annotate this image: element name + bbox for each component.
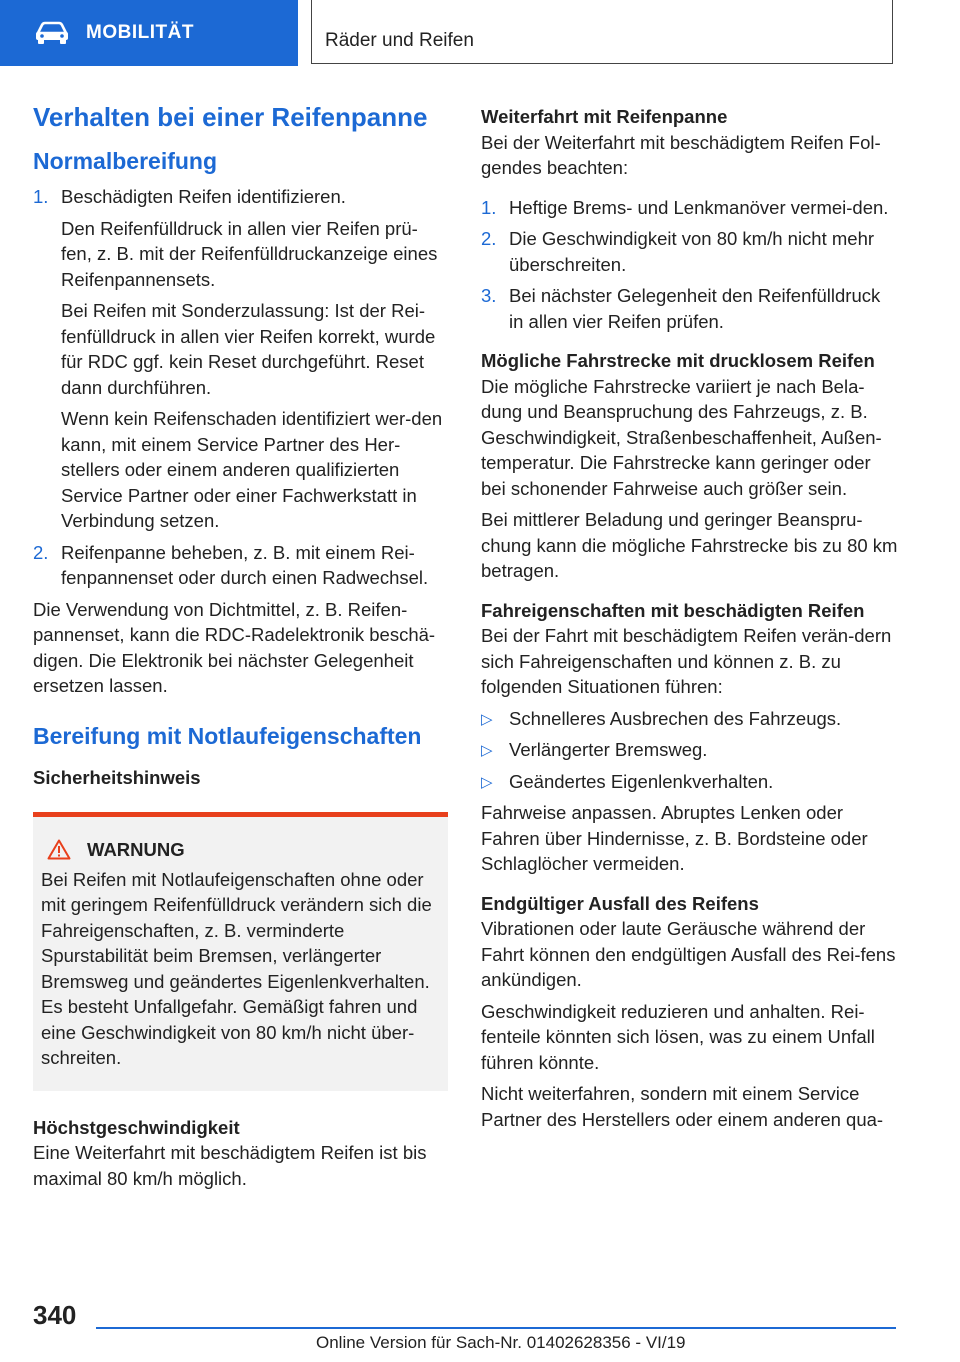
continue-heading: Weiterfahrt mit Reifenpanne — [481, 106, 728, 127]
step-paragraph: Wenn kein Reifenschaden identifiziert wer-den kann, mit einem Service Partner des Her-stellers oder einem anderen qualifizierten Service Partner oder einer Fachwerkstatt in Verbindung setzen. — [61, 408, 443, 531]
chapter-title: Räder und Reifen — [325, 30, 474, 51]
section-label: MOBILITÄT — [86, 22, 194, 43]
step-number: 3. — [481, 285, 497, 306]
list-item-text: Verlängerter Bremsweg. — [509, 739, 708, 760]
max-speed-heading: Höchstgeschwindigkeit — [33, 1116, 240, 1138]
breakdown-steps — [33, 184, 448, 591]
warning-triangle-icon — [47, 839, 71, 860]
section-tab[interactable] — [0, 0, 298, 66]
step-number: 1. — [33, 186, 49, 207]
distance-paragraph: Bei mittlerer Beladung und geringer Beanspru-chung kann die mögliche Fahrstrecke bis zu 80 km betragen. — [481, 509, 898, 581]
left-column — [33, 100, 448, 1197]
step-text: Heftige Brems- und Lenkmanöver vermei-den. — [509, 196, 889, 218]
page-number: 340 — [33, 1300, 77, 1330]
online-version-text: Online Version für Sach-Nr. 01402628356 - VI/19 — [316, 1333, 686, 1352]
failure-paragraph: Vibrationen oder laute Geräusche während der Fahrt können den endgültigen Ausfall des Rei-fens ankündigen. — [481, 918, 896, 990]
step-item — [481, 283, 899, 334]
list-item — [481, 769, 899, 795]
step-number: 2. — [481, 228, 497, 249]
normal-tyres-heading: Normalbereifung — [33, 148, 218, 174]
failure-heading: Endgültiger Ausfall des Reifens — [481, 892, 759, 914]
car-icon — [34, 21, 70, 45]
list-item — [481, 737, 899, 763]
footer-divider — [96, 1327, 896, 1329]
step-item — [481, 195, 899, 221]
distance-paragraph: Die mögliche Fahrstrecke variiert je nach Bela-dung und Beanspruchung des Fahrzeugs, z. B. Geschwindigkeit, Straßenbeschaffenheit, Außen-temperatur. Die Fahrstrecke kann geringer oder bei schonender Fahrweise auch größer sein. — [481, 375, 882, 499]
handling-heading: Fahreigenschaften mit beschädigten Reifen — [481, 599, 865, 621]
step-item — [33, 540, 448, 591]
step-paragraph: Den Reifenfülldruck in allen vier Reifen prü-fen, z. B. mit der Reifenfülldruckanzeige eines Reifenpannensets. — [61, 217, 438, 290]
warning-title-row — [41, 837, 440, 863]
handling-list — [481, 706, 899, 795]
page-title: Verhalten bei einer Reifenpanne — [33, 102, 428, 132]
step-text: Die Geschwindigkeit von 80 km/h nicht mehr überschreiten. — [509, 228, 875, 275]
runflat-heading: Bereifung mit Notlaufeigenschaften — [33, 722, 422, 749]
triangle-bullet-icon: ▷ — [481, 710, 493, 728]
list-item-text: Geändertes Eigenlenkverhalten. — [509, 770, 774, 792]
triangle-bullet-icon: ▷ — [481, 773, 493, 791]
step-item — [33, 184, 448, 534]
handling-intro: Bei der Fahrt mit beschädigtem Reifen verän-dern sich Fahreigenschaften und können z. B. zu folgenden Situationen führen: — [481, 625, 892, 697]
max-speed-text: Eine Weiterfahrt mit beschädigtem Reifen ist bis maximal 80 km/h möglich. — [33, 1142, 427, 1189]
step-number: 2. — [33, 541, 49, 563]
triangle-bullet-icon: ▷ — [481, 742, 493, 759]
distance-heading: Mögliche Fahrstrecke mit drucklosem Reifen — [481, 350, 875, 371]
step-text: Reifenpanne beheben, z. B. mit einem Rei-fenpannenset oder durch einen Radwechsel. — [61, 541, 429, 588]
handling-note: Fahrweise anpassen. Abruptes Lenken oder Fahren über Hindernisse, z. B. Bordsteine oder Schlaglöcher vermeiden. — [481, 802, 868, 874]
list-item — [481, 706, 899, 732]
continue-steps — [481, 195, 899, 335]
warning-title: WARNUNG — [87, 839, 185, 860]
step-number: 1. — [481, 196, 497, 218]
safety-heading: Sicherheitshinweis — [33, 766, 201, 788]
step-text: Bei nächster Gelegenheit den Reifenfülldruck in allen vier Reifen prüfen. — [509, 285, 881, 332]
failure-paragraph: Geschwindigkeit reduzieren und anhalten. Rei-fenteile könnten sich lösen, was zu einem Unfall führen könnte. — [481, 1000, 875, 1073]
right-column — [481, 104, 899, 1138]
failure-paragraph: Nicht weiterfahren, sondern mit einem Service Partner des Herstellers oder einem anderen qua- — [481, 1083, 884, 1130]
sealant-note: Die Verwendung von Dichtmittel, z. B. Reifen-pannenset, kann die RDC-Radelektronik beschä-digen. Die Elektronik bei nächster Gelegenheit ersetzen lassen. — [33, 598, 436, 696]
step-paragraph: Bei Reifen mit Sonderzulassung: Ist der Rei-fenfülldruck in allen vier Reifen korrekt, wurde für RDC ggf. kein Reset durchgeführt. Reset dann durchführen. — [61, 300, 436, 398]
warning-text: Bei Reifen mit Notlaufeigenschaften ohne oder mit geringem Reifenfülldruck verändern sich die Fahreigenschaften, z. B. verminderte Spurstabilität beim Bremsen, verlängerter Bremsweg und geändertes Eigenlenkverhalten. Es besteht Unfallgefahr. Gemäßigt fahren und eine Geschwindigkeit von 80 km/h nicht über-schreiten. — [41, 868, 432, 1068]
warning-box — [33, 812, 448, 1091]
list-item-text: Schnelleres Ausbrechen des Fahrzeugs. — [509, 707, 842, 729]
step-text: Beschädigten Reifen identifizieren. — [61, 186, 346, 207]
continue-intro: Bei der Weiterfahrt mit beschädigtem Reifen Fol-gendes beachten: — [481, 131, 881, 178]
chapter-title-box — [311, 0, 893, 64]
page-header — [0, 0, 960, 66]
step-item — [481, 226, 899, 277]
